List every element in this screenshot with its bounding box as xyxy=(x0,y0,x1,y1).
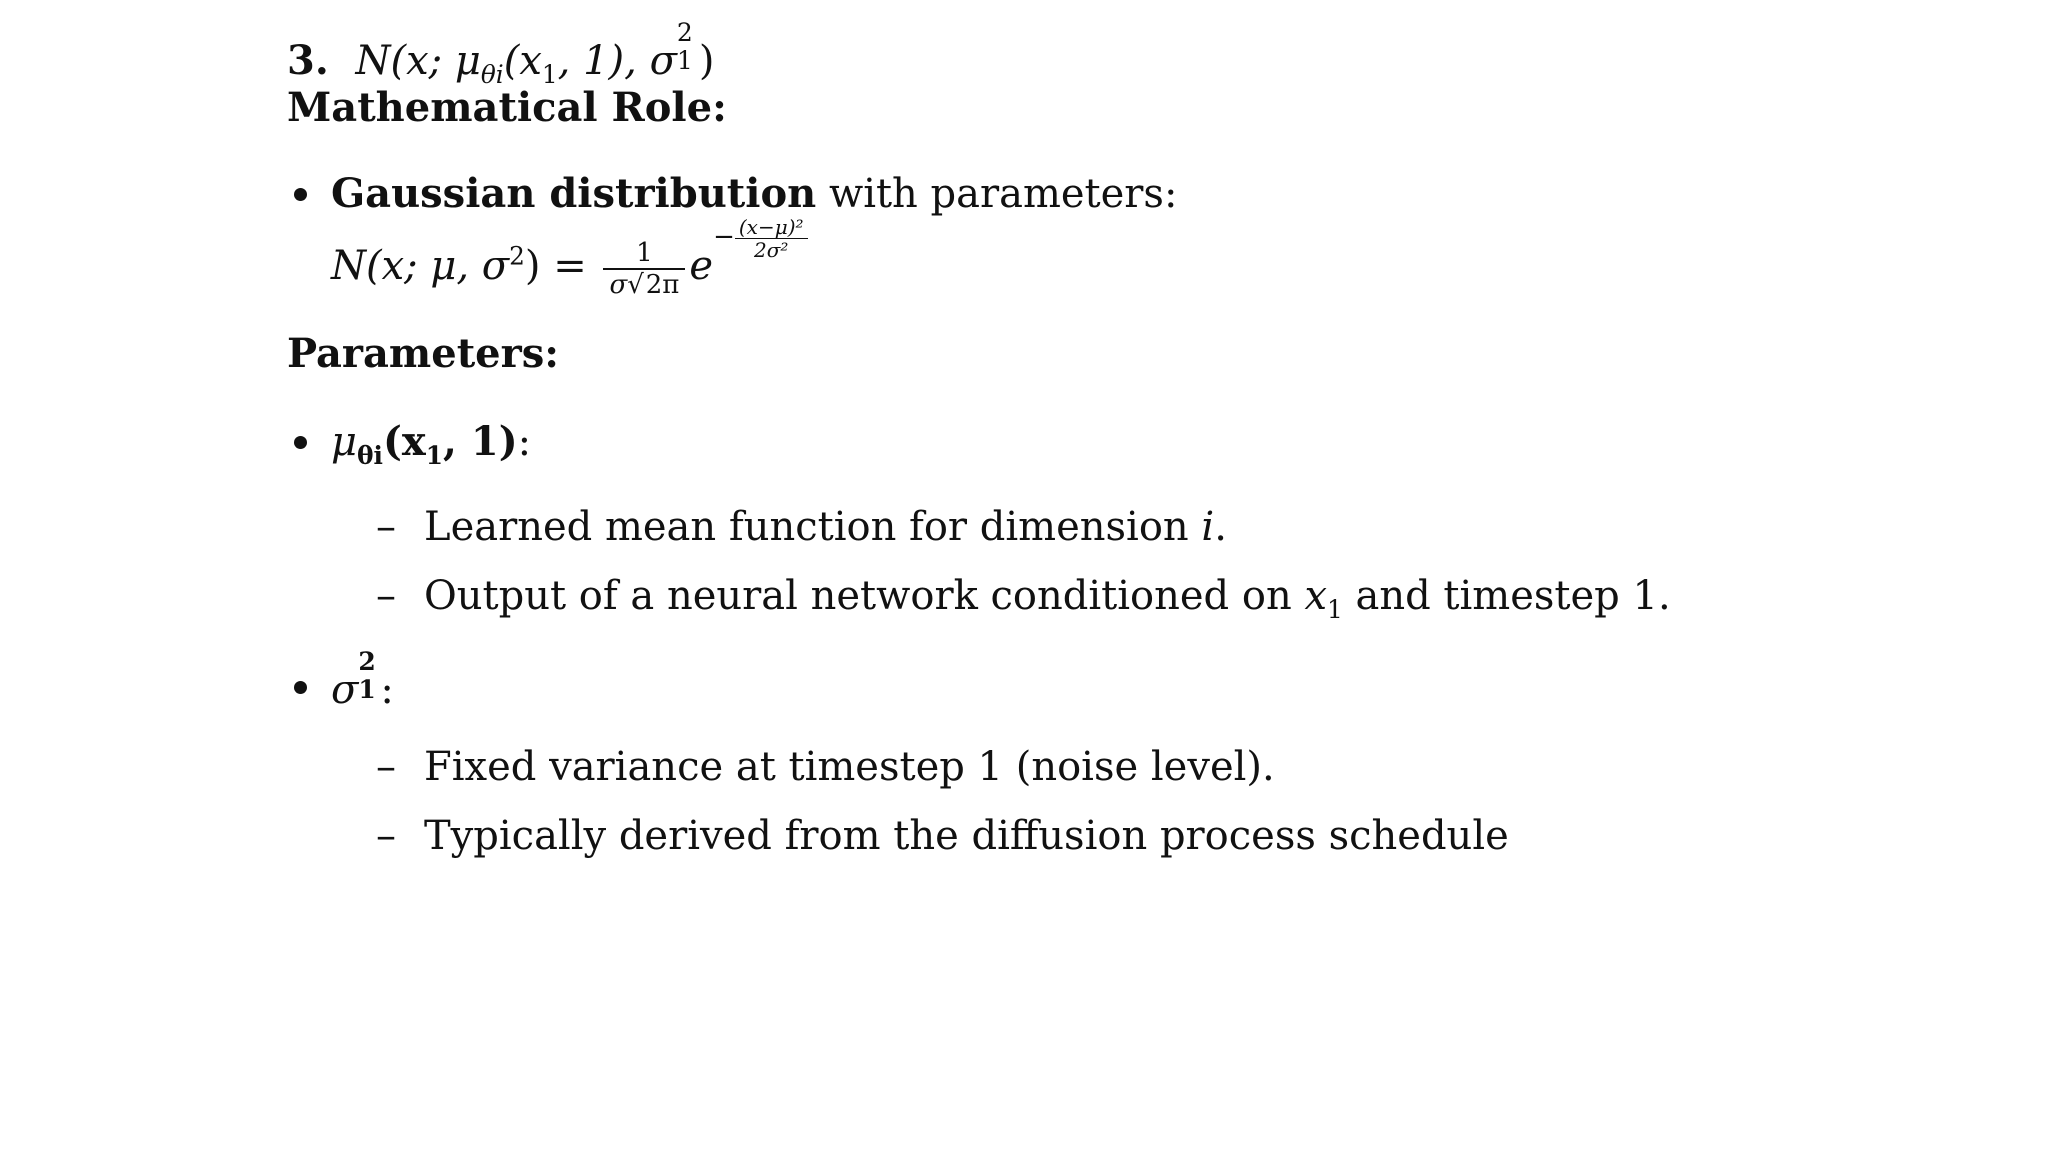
dash-marker: – xyxy=(376,504,396,550)
mu-item-2: Output of a neural network conditioned on $x_1$ and timestep 1. xyxy=(424,573,1671,624)
mu-item-1: Learned mean function for dimension i. xyxy=(424,504,1227,550)
gaussian-bullet-text xyxy=(331,170,1177,218)
section-formula: N(x; $\mu_{\theta i}(x_1$, 1), σ 2 1 ) xyxy=(355,18,715,89)
dash-marker: – xyxy=(376,573,396,619)
gaussian-equation: N(x; μ, $\sigma^2$) = $\frac{1}{\sigma√2\pi}$ e− $\frac{\text{(x−μ)²}}{\text{2σ²}}$ xyxy=(331,238,808,300)
bullet xyxy=(294,681,307,694)
mu-parameter: $\mu_{\theta i}(x_1$, 1): xyxy=(331,418,532,470)
bullet xyxy=(294,436,307,449)
normalizing-fraction: $\frac{1}{\sigma√2\pi}$ xyxy=(603,238,685,300)
dash-marker: – xyxy=(376,744,396,790)
gaussian-description: with parameters: xyxy=(816,171,1178,217)
parameters-heading: Parameters: xyxy=(287,330,559,377)
exponent: − $\frac{\text{(x−μ)²}}{\text{2σ²}}$ xyxy=(713,213,807,261)
dash-marker: – xyxy=(376,813,396,859)
gaussian-label: Gaussian distribution xyxy=(331,170,817,217)
section-title xyxy=(287,18,715,89)
math-role-heading: Mathematical Role: xyxy=(287,84,727,131)
sigma-item-2: Typically derived from the diffusion process schedule xyxy=(424,813,1509,859)
bullet xyxy=(294,188,307,201)
section-number: 3. xyxy=(287,37,329,84)
sigma-parameter: σ 2 1 : xyxy=(331,647,394,713)
sigma-item-1: Fixed variance at timestep 1 (noise level). xyxy=(424,744,1275,790)
